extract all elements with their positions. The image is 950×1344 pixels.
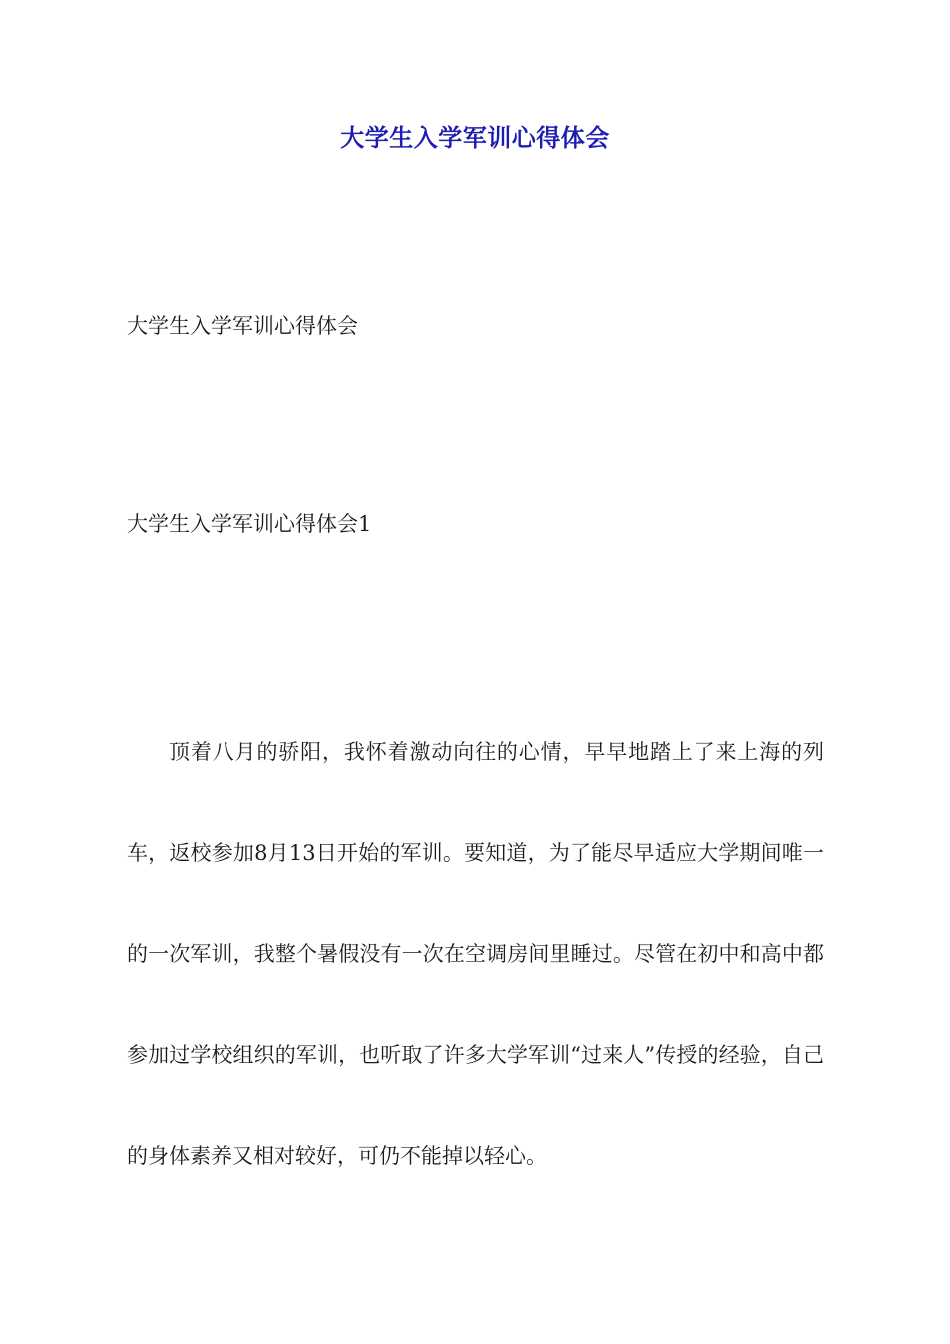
body-paragraph: 顶着八月的骄阳，我怀着激动向往的心情，早早地踏上了来上海的列车，返校参加8月13日开始的军训。要知道，为了能尽早适应大学期间唯一的一次军训，我整个暑假没有一次在空调房间里睡过。尽管在初中和高中都参加过学校组织的军训，也听取了许多大学军训“过来人”传授的经验，自己的身体素养又相对较好，可仍不能掉以轻心。	[127, 740, 824, 1168]
section-heading: 大学生入学军训心得体会1	[127, 512, 372, 536]
document-heading: 大学生入学军训心得体会	[127, 314, 358, 338]
document-title: 大学生入学军训心得体会	[340, 124, 610, 152]
